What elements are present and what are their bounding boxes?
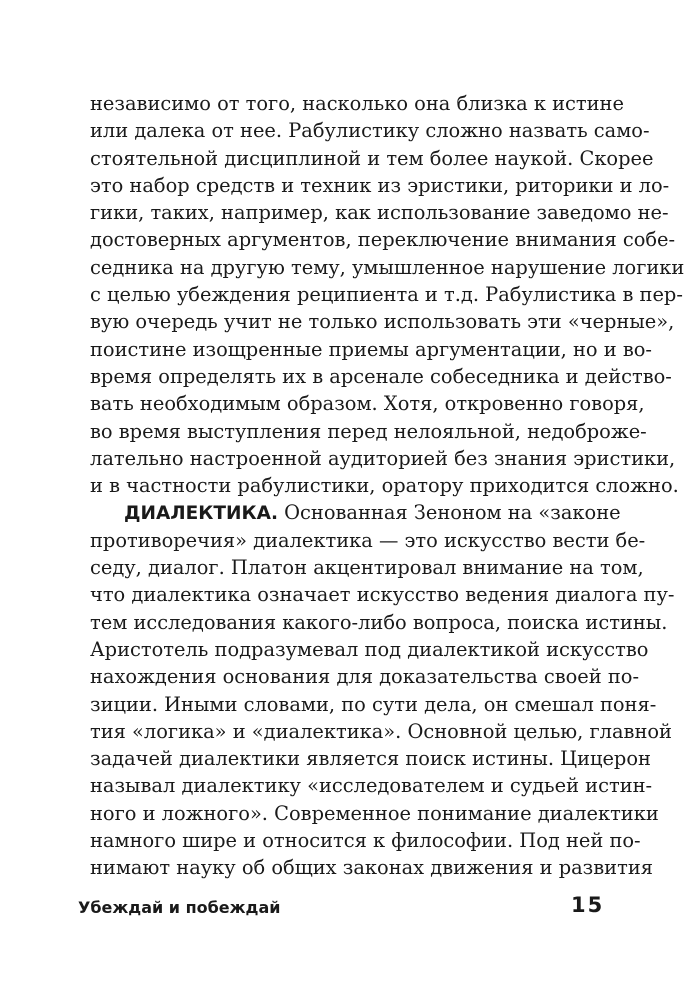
text-line: вать необходимым образом. Хотя, откровенно говоря, (90, 392, 645, 416)
text-line: тем исследования какого-либо вопроса, поиска истины. (90, 610, 668, 634)
text-line: Аристотель подразумевал под диалектикой искусство (90, 637, 649, 661)
text-line: задачей диалектики является поиск истины. Цицерон (90, 747, 651, 771)
text-line: ного и ложного». Современное понимание диалектики (90, 801, 659, 825)
text-line: стоятельной дисциплиной и тем более наукой. Скорее (90, 146, 654, 170)
text-line: что диалектика означает искусство ведения диалога пу- (90, 583, 675, 607)
text-line: время определять их в арсенале собеседника и действо- (90, 364, 672, 388)
text-line: нимают науку об общих законах движения и развития (90, 856, 653, 880)
text-line: зиции. Иными словами, по сути дела, он смешал поня- (90, 692, 657, 716)
text-line: независимо от того, насколько она близка к истине (90, 92, 624, 115)
paragraph-first-line (90, 499, 621, 526)
text-line: седу, диалог. Платон акцентировал внимание на том, (90, 556, 644, 580)
text-line: с целью убеждения реципиента и т.д. Рабулистика в пер- (90, 283, 683, 307)
text-line: поистине изощренные приемы аргументации, но и во- (90, 337, 652, 361)
text-line: намного шире и относится к философии. Под ней по- (90, 829, 641, 853)
text-line: достоверных аргументов, переключение внимания собе- (90, 228, 676, 252)
page-number: 15 (571, 893, 605, 917)
text-line: лательно настроенной аудиторией без знания эристики, (90, 446, 676, 470)
text-line: и в частности рабулистики, оратору приходится сложно. (90, 474, 679, 498)
text-line: нахождения основания для доказательства своей по- (90, 665, 639, 689)
text-line: или далека от нее. Рабулистику сложно назвать само- (90, 119, 650, 143)
text-line: тия «логика» и «диалектика». Основной целью, главной (90, 719, 672, 743)
running-footer-title: Убеждай и побеждай (78, 898, 281, 917)
text-line: седника на другую тему, умышленное нарушение логики (90, 255, 685, 279)
text-line: это набор средств и техник из эристики, риторики и ло- (90, 173, 670, 197)
section-term: ДИАЛЕКТИКА. (124, 503, 278, 525)
text-line: во время выступления перед нелояльной, недоброже- (90, 419, 647, 443)
text-line: называл диалектику «исследователем и судьей истин- (90, 774, 653, 798)
body-text (90, 90, 685, 882)
text-line: вую очередь учит не только использовать эти «черные», (90, 310, 675, 334)
text-fragment: Основанная Зеноном на «законе (277, 501, 621, 525)
text-line: противоречия» диалектика — это искусство вести бе- (90, 528, 646, 552)
text-line: гики, таких, например, как использование заведомо не- (90, 201, 669, 225)
